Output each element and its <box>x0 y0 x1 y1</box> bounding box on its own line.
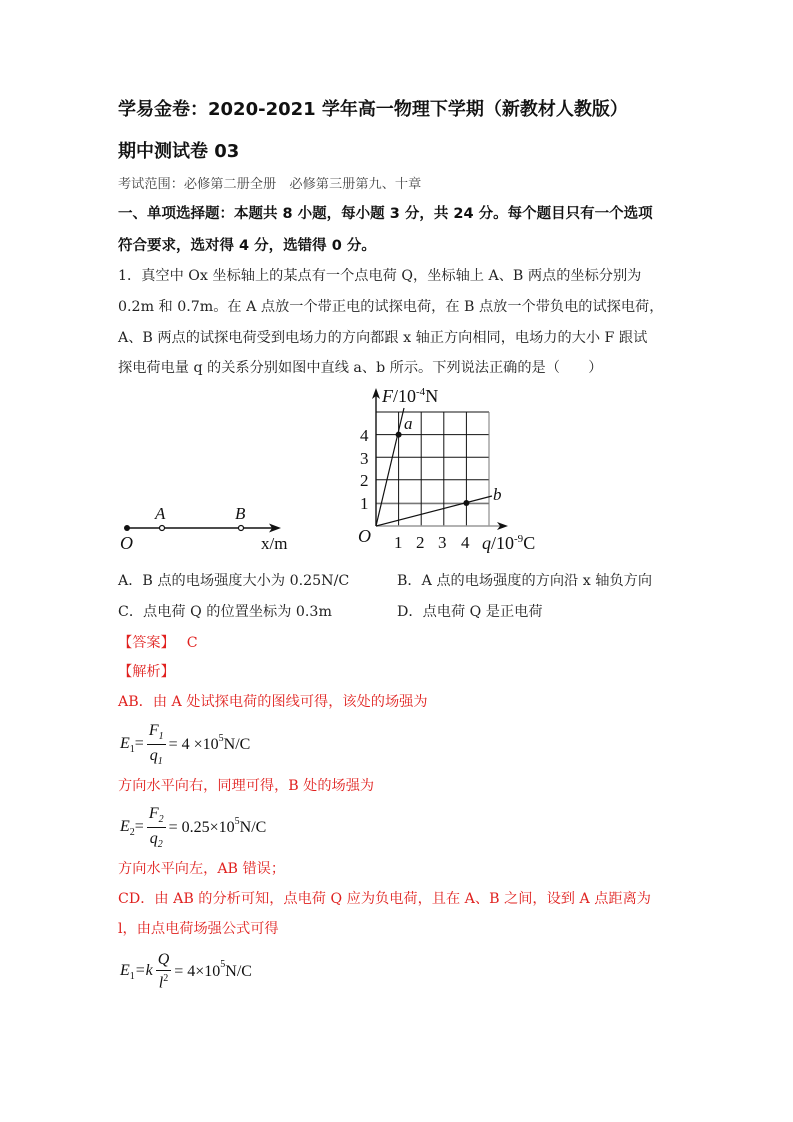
formula-e1: $E_1=$ $\frac{F_1}{q_1}$ = 4 ×10 $^5$ N/C <box>120 721 251 768</box>
option-d[interactable]: D．点电荷 Q 是正电荷 <box>397 604 543 620</box>
line-a <box>376 408 404 526</box>
x-axis-label: $q/10^{-9}C$ <box>482 533 536 553</box>
fraction: $\frac{Q}{l^2}$ <box>157 951 170 992</box>
origin-label: O <box>120 533 133 553</box>
x-tick-1: 1 <box>394 533 403 552</box>
option-b[interactable]: B．A 点的电场强度的方向沿 x 轴负方向 <box>397 573 653 589</box>
grid <box>376 412 489 526</box>
analysis-paragraph-5: l，由点电荷场强公式可得 <box>118 921 279 937</box>
number-line-figure <box>115 495 310 555</box>
y-tick-4: 4 <box>360 426 369 445</box>
question-number: 1． <box>118 268 142 284</box>
number-line-svg <box>115 495 310 555</box>
option-a[interactable]: A．B 点的电场强度大小为 0.25N/C <box>118 573 350 589</box>
series-a-label: a <box>404 414 413 433</box>
fraction: $\frac{F_2}{q_2}$ <box>148 804 164 851</box>
option-c[interactable]: C．点电荷 Q 的位置坐标为 0.3m <box>118 604 332 620</box>
y-tick-2: 2 <box>360 471 369 490</box>
y-tick-1: 1 <box>360 494 369 513</box>
y-axis-label: $F/10^{-4}N$ <box>382 386 439 406</box>
formula-e2: $E_2=$ $\frac{F_2}{q_2}$ = 0.25×10 $^5$ N/C <box>120 804 267 851</box>
x-tick-3: 3 <box>438 533 447 552</box>
point-a-label: A <box>155 504 166 523</box>
analysis-paragraph-2: 方向水平向右，同理可得，B 处的场强为 <box>118 778 375 794</box>
analysis-paragraph-1: AB．由 A 处试探电荷的图线可得，该处的场强为 <box>118 694 428 710</box>
series-b-label: b <box>493 485 502 504</box>
analysis-paragraph-3: 方向水平向左，AB 错误； <box>118 861 286 877</box>
graph-origin-label: O <box>358 526 371 546</box>
question-1-line-4: 探电荷电量 q 的关系分别如图中直线 a、b 所示。下列说法正确的是（ ） <box>118 360 603 376</box>
section-heading-line2: 符合要求，选对得 4 分，选错得 0 分。 <box>118 238 376 254</box>
y-tick-3: 3 <box>360 449 369 468</box>
fraction: $\frac{F_1}{q_1}$ <box>148 721 164 768</box>
question-1-line-1: 1．真空中 Ox 坐标轴上的某点有一个点电荷 Q，坐标轴上 A、B 两点的坐标分别为 <box>118 268 642 284</box>
analysis-paragraph-4: CD．由 AB 的分析可知，点电荷 Q 应为负电荷，且在 A、B 之间，设到 A 点距离为 <box>118 891 651 907</box>
x-tick-4: 4 <box>461 533 470 552</box>
line-b <box>376 496 492 526</box>
answer-value: C <box>186 635 198 651</box>
document-title: 学易金卷：2020-2021 学年高一物理下学期（新教材人教版） <box>118 99 628 120</box>
exam-scope: 考试范围：必修第二册全册 必修第三册第九、十章 <box>118 177 422 192</box>
section-heading-line1: 一、单项选择题：本题共 8 小题，每小题 3 分，共 24 分。每个题目只有一个选项 <box>118 206 653 222</box>
x-tick-2: 2 <box>416 533 425 552</box>
x-axis-label: x/m <box>261 534 288 553</box>
question-1-line-3: A、B 两点的试探电荷受到电场力的方向都跟 x 轴正方向相同，电场力的大小 F 跟试 <box>118 330 648 346</box>
question-1-line-2: 0.2m 和 0.7m。在 A 点放一个带正电的试探电荷，在 B 点放一个带负电的试探电荷， <box>118 299 664 315</box>
answer-label: 【答案】 <box>118 635 175 651</box>
point-b-label: B <box>235 504 246 523</box>
document-subtitle: 期中测试卷 03 <box>118 141 240 162</box>
analysis-label: 【解析】 <box>118 664 175 680</box>
formula-e1-point-charge: $E_1=k$ $\frac{Q}{l^2}$ = 4×10 $^5$ N/C <box>120 951 252 992</box>
force-charge-graph <box>350 382 550 560</box>
answer-line <box>118 633 198 653</box>
graph-svg <box>350 382 550 560</box>
